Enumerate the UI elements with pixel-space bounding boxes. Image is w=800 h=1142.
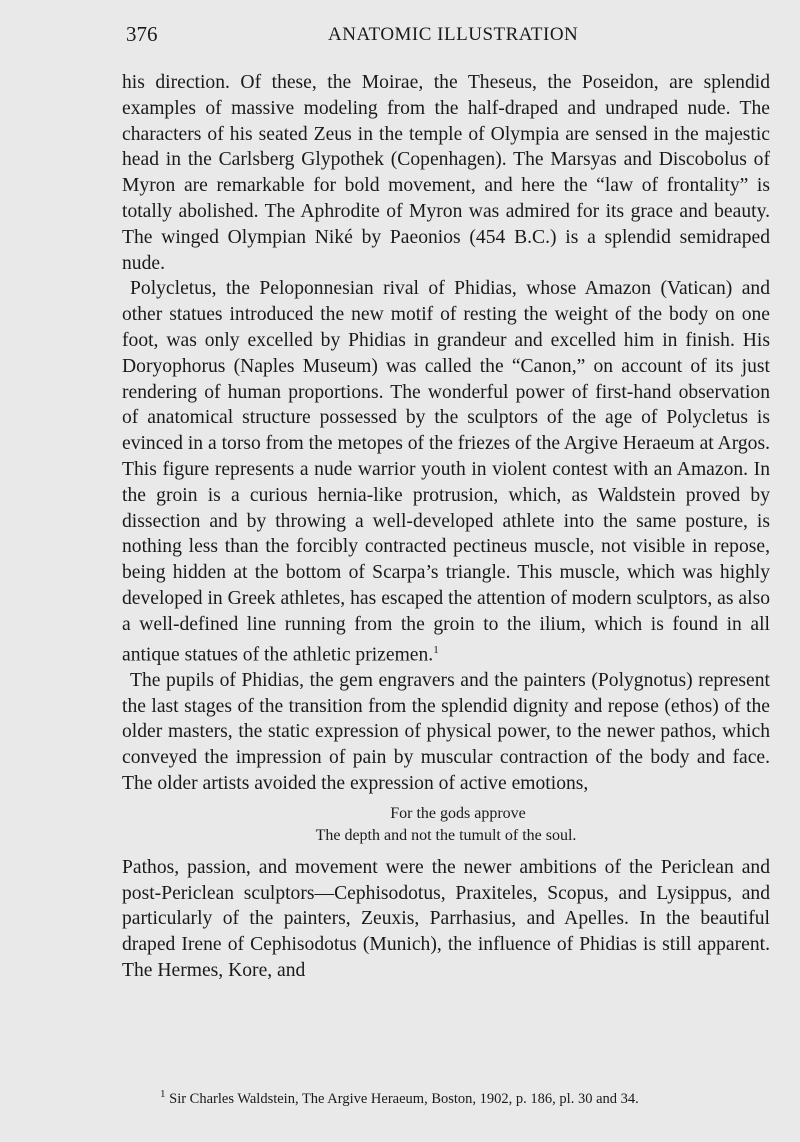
verse-quote [122, 803, 770, 847]
paragraph-3 [122, 668, 770, 797]
paragraph-text: Pathos, passion, and movement were the newer ambitions of the Periclean and post-Periclean sculptors—Cephisodotus, Praxiteles, Scopus, and Lysippus, and particularly of the painters, Zeuxis, Parrhasius, and Apelles. In the beautiful draped Irene of Cephisodotus (Munich), the influence of Phidias is still apparent. The Hermes, Kore, and [122, 856, 770, 982]
page-number: 376 [126, 22, 158, 46]
paragraph-1 [122, 70, 770, 276]
page-body [122, 70, 770, 984]
quote-line-1: For the gods approve [390, 804, 526, 822]
paragraph-2 [122, 276, 770, 667]
paragraph-text: his direction. Of these, the Moirae, the Theseus, the Poseidon, are splendid examples of massive modeling from the half-draped and undraped nude. The characters of his seated Zeus in the temple of Olympia are sensed in the majestic head in the Carlsberg Glypothek (Copenhagen). The Marsyas and Discobolus of Myron are remarkable for bold movement, and here the “law of frontality” is totally abolished. The Aphrodite of Myron was admired for its grace and beauty. The winged Olympian Niké by Paeonios (454 B.C.) is a splendid semidraped nude. [122, 72, 770, 274]
paragraph-4 [122, 855, 770, 984]
footnote-number: 1 [160, 1088, 166, 1100]
page-header [126, 22, 776, 50]
paragraph-text: The pupils of Phidias, the gem engravers and the painters (Polygnotus) represent the last stages of the transition from the splendid dignity and repose (ethos) of the older masters, the static expression of physical power, to the newer pathos, which conveyed the impression of pain by muscular contraction of the body and face. The older artists avoided the expression of active emotions, [122, 669, 770, 795]
paragraph-text: Polycletus, the Peloponnesian rival of Phidias, whose Amazon (Vatican) and other statues introduced the new motif of resting the weight of the body on one foot, was only excelled by Phidias in grandeur and excelled him in finish. His Doryophorus (Naples Museum) was called the “Canon,” on account of its just rendering of human proportions. The wonderful power of first-hand observation of anatomical structure possessed by the sculptors of the age of Polycletus is evinced in a torso from the metopes of the friezes of the Argive Heraeum at Argos. This figure represents a nude warrior youth in violent contest with an Amazon. In the groin is a curious hernia-like protrusion, which, as Waldstein proved by dissection and by throwing a well-developed athlete into the same posture, is nothing less than the forcibly contracted pectineus muscle, not visible in repose, being hidden at the bottom of Scarpa’s triangle. This muscle, which was highly developed in Greek athletes, has escaped the attention of modern sculptors, as also a well-defined line running from the groin to the ilium, which is found in all antique statues of the athletic prizemen. [122, 278, 770, 666]
quote-line-2: The depth and not the tumult of the soul. [315, 826, 577, 844]
footnote-text: Sir Charles Waldstein, The Argive Heraeum, Boston, 1902, p. 186, pl. 30 and 34. [169, 1090, 639, 1107]
footnote [160, 1088, 780, 1108]
running-title: ANATOMIC ILLUSTRATION [328, 24, 579, 45]
footnote-marker: 1 [433, 643, 439, 656]
